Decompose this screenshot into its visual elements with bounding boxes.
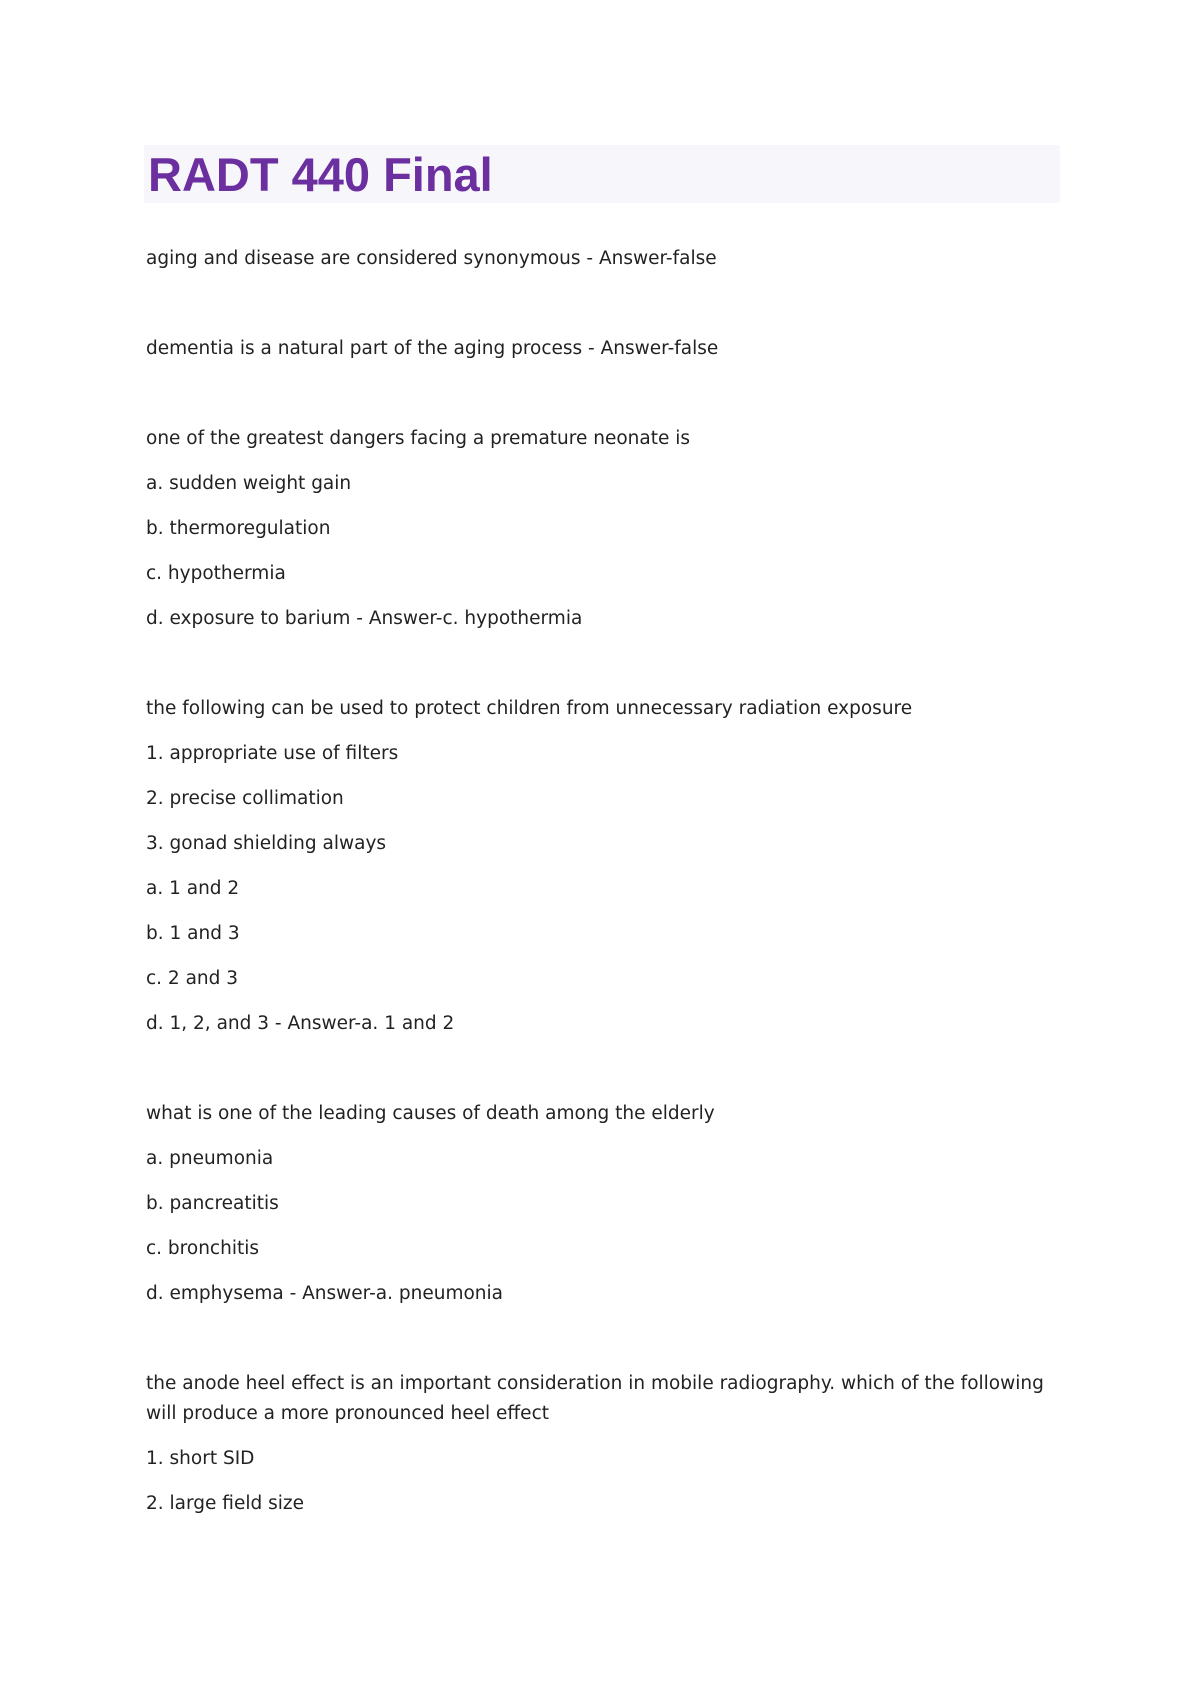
statement-item: 2. large field size <box>146 1493 304 1514</box>
question-block <box>146 694 1066 1039</box>
answer-option: b. pancreatitis <box>146 1193 279 1214</box>
document-title: RADT 440 Final <box>148 147 493 201</box>
answer-option: d. exposure to barium - Answer-c. hypothermia <box>146 608 583 629</box>
answer-option: d. emphysema - Answer-a. pneumonia <box>146 1283 503 1304</box>
answer-option: d. 1, 2, and 3 - Answer-a. 1 and 2 <box>146 1013 455 1034</box>
question-block <box>146 334 1066 364</box>
question-text: aging and disease are considered synonymous - Answer-false <box>146 248 717 269</box>
question-text: dementia is a natural part of the aging process - Answer-false <box>146 338 719 359</box>
answer-option: c. 2 and 3 <box>146 968 239 989</box>
question-block <box>146 1099 1066 1309</box>
answer-option: b. 1 and 3 <box>146 923 240 944</box>
title-banner <box>144 145 1060 203</box>
statement-item: 1. appropriate use of filters <box>146 743 399 764</box>
question-block <box>146 424 1066 634</box>
question-text: the following can be used to protect children from unnecessary radiation exposure <box>146 698 913 719</box>
answer-option: a. sudden weight gain <box>146 473 352 494</box>
question-text: the anode heel effect is an important consideration in mobile radiography. which of the following will produce a more pronounced heel effect <box>146 1373 1044 1424</box>
answer-option: a. pneumonia <box>146 1148 274 1169</box>
question-list <box>146 244 1066 1534</box>
question-block <box>146 244 1066 274</box>
answer-option: a. 1 and 2 <box>146 878 240 899</box>
answer-option: c. bronchitis <box>146 1238 259 1259</box>
statement-item: 3. gonad shielding always <box>146 833 387 854</box>
statement-item: 2. precise collimation <box>146 788 344 809</box>
question-block <box>146 1369 1066 1519</box>
question-text: one of the greatest dangers facing a premature neonate is <box>146 428 691 449</box>
question-text: what is one of the leading causes of death among the elderly <box>146 1103 715 1124</box>
answer-option: c. hypothermia <box>146 563 286 584</box>
answer-option: b. thermoregulation <box>146 518 331 539</box>
statement-item: 1. short SID <box>146 1448 255 1469</box>
